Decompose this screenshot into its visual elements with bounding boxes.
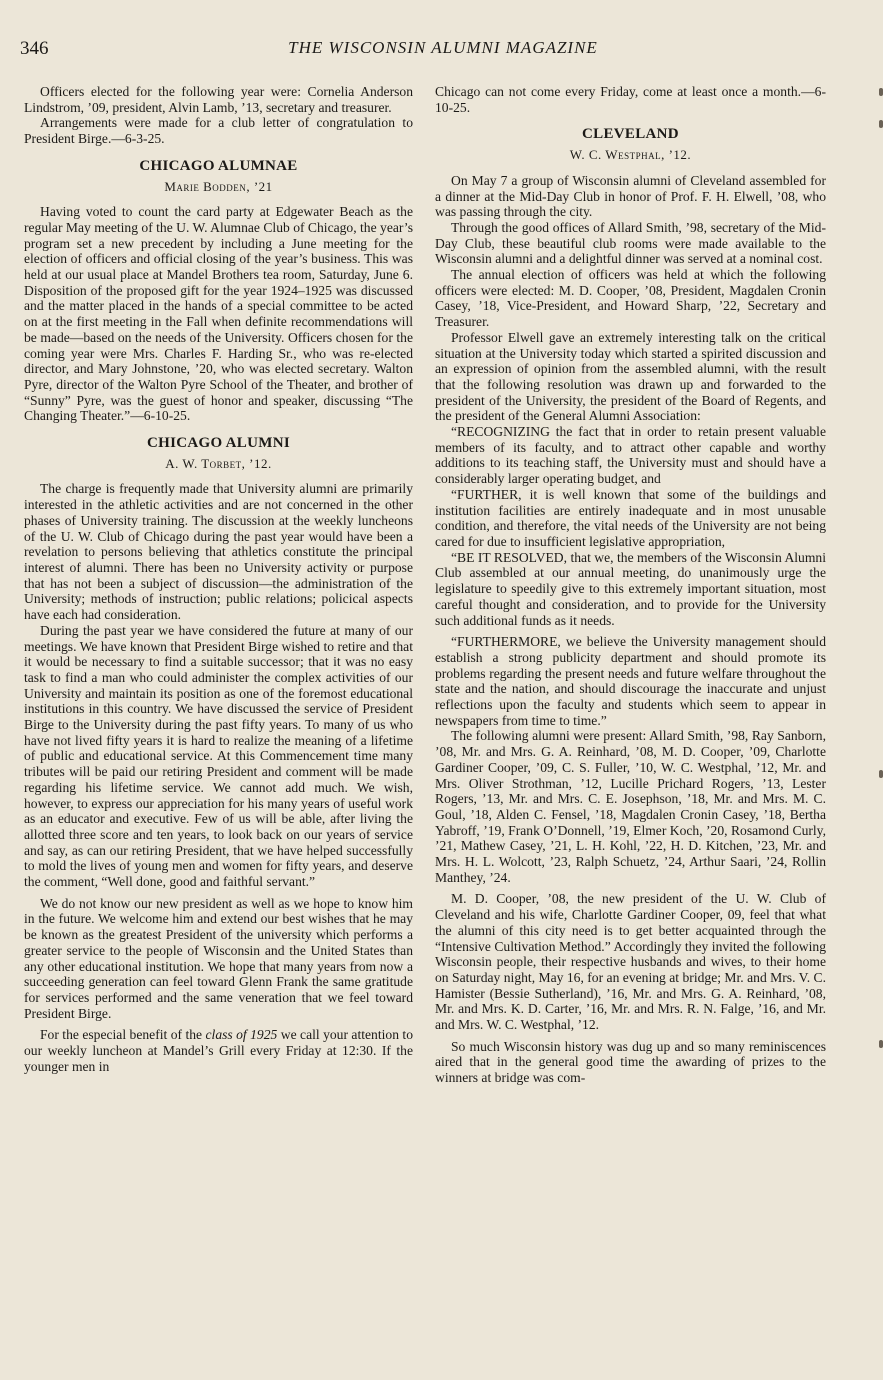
- chicago-alumni-heading: CHICAGO ALUMNI: [147, 435, 290, 452]
- right-paragraph-3: Through the good offices of Allard Smith, ’98, secretary of the Mid-Day Club, these beautiful club rooms were made available to the Wisconsin alumni and a delightful dinner was served at a nominal cost.: [435, 219, 826, 267]
- chicago-alumni-byline: [24, 456, 413, 472]
- cleveland-byline: [435, 147, 826, 163]
- chicago-alumnae-byline: [24, 179, 413, 195]
- left-paragraph-6: We do not know our new president as well as we hope to know him in the future. We welcome him and extend our best wishes that he may be known as the greatest President of the university which performs a greater service to the people of Wisconsin and the United States than any other educational institution. We hope that many years from now a succeeding generation can feel toward Glenn Frank the same gratitude for services performed and the same veneration that we feel toward President Birge.: [24, 895, 413, 1021]
- page-edge-mark: [879, 770, 883, 778]
- left-paragraph-1: Officers elected for the following year were: Cornelia Anderson Lindstrom, ’09, president, Alvin Lamb, ’13, secretary and treasurer.: [24, 84, 413, 115]
- byline-year: , ’12.: [661, 147, 692, 163]
- left-column: [24, 84, 413, 1074]
- byline-name: A. W. Torbet: [165, 455, 242, 471]
- page-edge-mark: [879, 120, 883, 128]
- p7-class-emphasis: class of 1925: [205, 1027, 278, 1043]
- page-header: [20, 38, 866, 62]
- right-paragraph-12: So much Wisconsin history was dug up and so many reminiscences aired that in the general good time the awarding of prizes to the winners at bridge was com-: [435, 1038, 826, 1086]
- left-paragraph-4: The charge is frequently made that University alumni are primarily interested in the athletic activities and are not concerned in the other phases of University training. The discussion at the weekly luncheons of the U. W. Club of Chicago during the past year would have been a revelation to persons believing that athletics constitute the principal interest of alumni. There has been no University activity or purpose that has not been a subject of discussion—the administration of the University; methods of instruction; public relations; policical aspects have each had consideration.: [24, 481, 413, 623]
- chicago-alumnae-heading: CHICAGO ALUMNAE: [139, 157, 298, 174]
- page-edge-mark: [879, 1040, 883, 1048]
- right-paragraph-2: On May 7 a group of Wisconsin alumni of Cleveland assembled for a dinner at the Mid-Day Club in honor of Prof. F. H. Elwell, ’08, who was passing through the city.: [435, 172, 826, 220]
- left-paragraph-3: Having voted to count the card party at Edgewater Beach as the regular May meeting of the U. W. Alumnae Club of Chicago, the year’s program set a new precedent by including a June meeting for the election of officers and official closing of the year’s business. This was held at our usual place at Mandel Brothers tea room, Saturday, June 6. Disposition of the proposed gift for the year 1924–1925 was discussed and the matter placed in the hands of a special committee to be acted on at the first meeting in the Fall when definite recommendations will be made—based on the needs of the University. Officers chosen for the coming year were Mrs. Charles F. Harding Sr., who was re-elected director, and Mary Johnstone, ’20, who was elected secretary. Walton Pyre, director of the Walton Pyre School of the Theater, and brother of “Sunny” Pyre, was the guest of honor and speaker, discussing “The Changing Theater.”—6-10-25.: [24, 204, 413, 424]
- p7-part-b: we call your attention to our weekly luncheon at Mandel’s Grill every Friday at 12:30. If the younger men in: [24, 1027, 413, 1074]
- right-paragraph-9: “FURTHERMORE, we believe the University management should establish a strong publicity department and should promote its problems regarding the present needs and future welfare throughout the state and the nation, and should discourage the inaccurate and unjust reflections upon the faculty and students which seem to appear in newspapers from time to time.”: [435, 634, 826, 728]
- left-paragraph-2: Arrangements were made for a club letter of congratulation to President Birge.—6-3-25.: [24, 115, 413, 147]
- byline-name: Marie Bodden: [164, 178, 247, 194]
- right-paragraph-6: “RECOGNIZING the fact that in order to retain present valuable members of its faculty, and to attract other capable and worthy additions to its teaching staff, the University must and should have a considerably larger operating budget, and: [435, 424, 826, 487]
- page-edge-mark: [879, 88, 883, 96]
- cleveland-heading: CLEVELAND: [582, 126, 679, 143]
- right-paragraph-4: The annual election of officers was held at which the following officers were elected: M. D. Cooper, ’08, President, Magdalen Cronin Casey, ’18, Vice-President, and Howard Sharp, ’22, Secretary and Treasurer.: [435, 267, 826, 330]
- byline-year: , ’21: [246, 178, 273, 194]
- right-paragraph-7: “FURTHER, it is well known that some of the buildings and institution facilities are entirely inadequate and in most unusable condition, and therefore, the vital needs of the University are not being cared for due to insufficient legislative appropriation,: [435, 486, 826, 549]
- magazine-title: THE WISCONSIN ALUMNI MAGAZINE: [288, 38, 598, 57]
- byline-name: W. C. Westphal: [569, 147, 662, 163]
- left-paragraph-5: During the past year we have considered the future at many of our meetings. We have known that President Birge wished to retire and that it would be necessary to find a suitable successor; that it was no easy task to find a man who could administer the complex activities of our University and maintain its position as one of the foremost educational institutions in this country. We have discussed the service of President Birge to the University during the past fifty years. To many of us who have not lived fifty years it is hard to realize the meaning of a lifetime of public and educational service. At this Commencement time many tributes will be paid our retiring President and comment will be made regarding his lifetime service. We cannot add much. We wish, however, to express our appreciation for his many years of useful work as an educator and executive. Few of us will be able, after living the allotted three score and ten years, to look back on our years of service and say, as can our retiring President, that we have helped successfully to mold the lives of young men and women for fifty years, and deserve the comment, “Well done, good and faithful servant.”: [24, 622, 413, 890]
- right-paragraph-11: M. D. Cooper, ’08, the new president of the U. W. Club of Cleveland and his wife, Charlotte Gardiner Cooper, 09, feel that what the alumni of this city need is to get better acquainted through the “Intensive Cultivation Method.” Accordingly they invited the following Wisconsin people, their respective husbands and wives, to their home on Saturday night, May 16, for an evening at bridge; Mr. and Mrs. V. C. Hamister (Bessie Sutherland), ’16, Mr. and Mrs. G. A. Reinhard, ’08, Mr. and Mrs. K. D. Carter, ’16, Mr. and Mrs. R. N. Falge, ’16, and Mr. and Mrs. W. C. Westphal, ’12.: [435, 891, 826, 1033]
- right-paragraph-1: Chicago can not come every Friday, come at least once a month.—6-10-25.: [435, 84, 826, 115]
- right-paragraph-10: The following alumni were present: Allard Smith, ’98, Ray Sanborn, ’08, Mr. and Mrs. G. A. Reinhard, ’08, M. D. Cooper, ’09, Charlotte Gardiner Cooper, ’09, C. S. Fuller, ’10, W. C. Westphal, ’12, Mr. and Mrs. Oliver Strothman, ’12, Lucille Prichard Rogers, ’13, Lester Rogers, ’13, Mr. and Mrs. C. E. Josephson, ’18, Mr. and Mrs. M. C. Goul, ’18, Alden C. Fensel, ’18, Magdalen Cronin Casey, ’18, Bertha Yabroff, ’19, Frank O’Donnell, ’19, Elmer Koch, ’20, Rosamond Curly, ’21, Mathew Casey, ’21, L. H. Kohl, ’22, H. D. Kitchen, ’23, Mr. and Mrs. H. L. Wolcott, ’23, Ralph Schuetz, ’24, Arthur Saari, ’24, Rollin Manthey, ’24.: [435, 728, 826, 885]
- right-paragraph-5: Professor Elwell gave an extremely interesting talk on the critical situation at the University today which started a spirited discussion and an expression of opinion from the assembled alumni, with the result that the following resolution was drawn up and forwarded to the president of the University, the president of the Board of Regents, and the president of the General Alumni Association:: [435, 329, 826, 424]
- p7-part-a: For the especial benefit of the: [40, 1027, 206, 1043]
- right-column: [435, 84, 826, 1086]
- right-paragraph-8: “BE IT RESOLVED, that we, the members of the Wisconsin Alumni Club assembled at our annual meeting, do unanimously urge the legislature to speedily give to this extremely important situation, most careful thought and consideration, and to provide for the University such additional funds as it needs.: [435, 549, 826, 628]
- byline-year: , ’12.: [241, 455, 272, 471]
- left-paragraph-7: [24, 1027, 413, 1074]
- page-number: 346: [20, 38, 49, 59]
